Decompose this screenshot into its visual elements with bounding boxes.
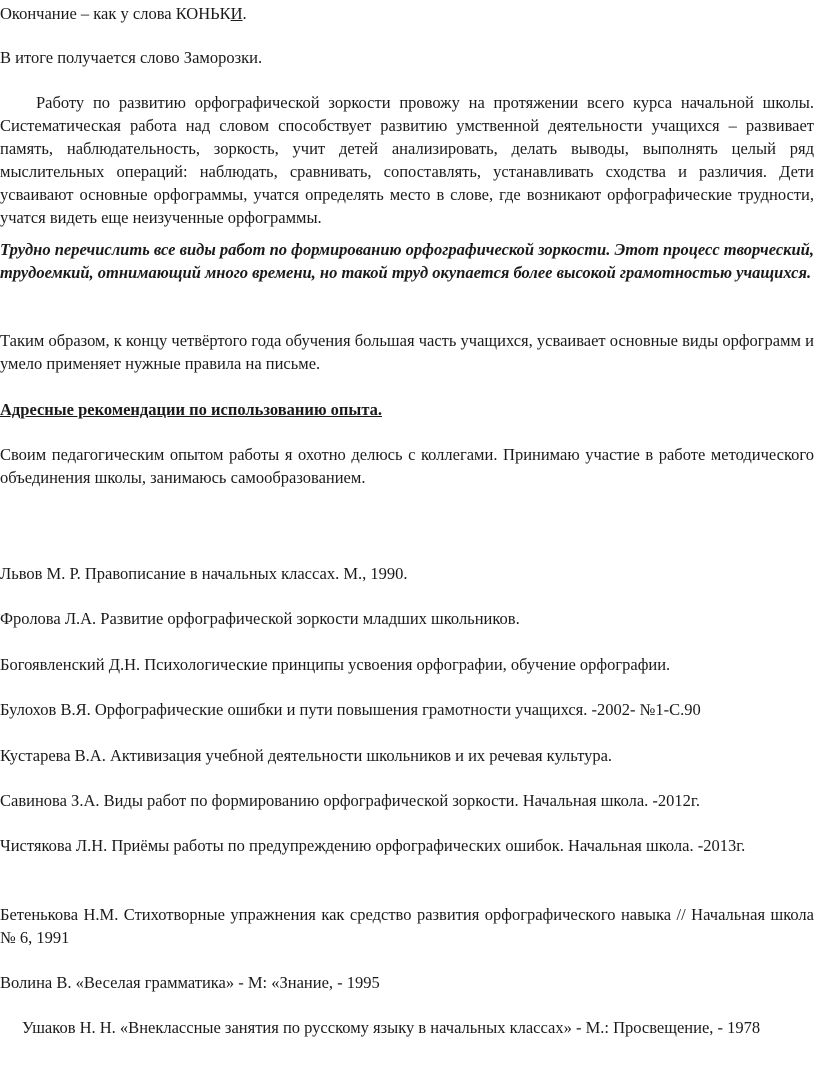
paragraph-work-description: Работу по развитию орфографической зоркости провожу на протяжении всего курса начальной школы. Систематическая работа над словом способствует развитию умственной деятельности учащихся – развивает память, наблюдательность, зоркость, учит детей анализировать, делать выводы, выполнять целый ряд мыслительных операций: наблюдать, сравнивать, сопоставлять, устанавливать сходства и различия. Дети усваивают основные орфограммы, учатся определять место в слове, где возникают орфографические трудности, учатся видеть еще неизученные орфограммы. <box>0 93 814 227</box>
reference-item: Львов М. Р. Правописание в начальных классах. М., 1990. <box>0 564 408 583</box>
underlined-letter: И <box>230 4 243 23</box>
paragraph-conclusion: Таким образом, к концу четвёртого года обучения большая часть учащихся, усваивает основные виды орфограмм и умело применяет нужные правила на письме. <box>0 331 814 373</box>
reference-item: Волина В. «Веселая грамматика» - М: «Знание, - 1995 <box>0 973 380 992</box>
paragraph-sharing-experience: Своим педагогическим опытом работы я охотно делюсь с коллегами. Принимаю участие в работе методического объединения школы, занимаюсь самообразованием. <box>0 445 814 487</box>
reference-item: Булохов В.Я. Орфографические ошибки и пути повышения грамотности учащихся. -2002- №1-С.90 <box>0 700 701 719</box>
reference-item: Фролова Л.А. Развитие орфографической зоркости младших школьников. <box>0 609 520 628</box>
reference-item: Бетенькова Н.М. Стихотворные упражнения как средство развития орфографического навыка // Начальная школа № 6, 1991 <box>0 905 814 947</box>
line-ending-konki <box>0 2 814 25</box>
paragraph-bold-italic: Трудно перечислить все виды работ по формированию орфографической зоркости. Этот процесс творческий, трудоемкий, отнимающий много времени, но такой труд окупается более высокой грамотностью учащихся. <box>0 240 814 282</box>
reference-item: Богоявленский Д.Н. Психологические принципы усвоения орфографии, обучение орфографии. <box>0 655 671 674</box>
line-result-word: В итоге получается слово Заморозки. <box>0 48 263 67</box>
reference-item: Савинова З.А. Виды работ по формированию орфографической зоркости. Начальная школа. -2012г. <box>0 791 700 810</box>
line-ending-period: . <box>242 4 247 23</box>
line-ending-text: Окончание – как у слова КОНЬК <box>0 4 231 23</box>
heading-recommendations: Адресные рекомендации по использованию опыта. <box>0 400 382 419</box>
reference-item: Кустарева В.А. Активизация учебной деятельности школьников и их речевая культура. <box>0 746 613 765</box>
reference-item: Ушаков Н. Н. «Внеклассные занятия по русскому языку в начальных классах» - М.: Просвещение, - 1978 <box>22 1018 761 1037</box>
reference-item: Чистякова Л.Н. Приёмы работы по предупреждению орфографических ошибок. Начальная школа. -2013г. <box>0 836 746 855</box>
